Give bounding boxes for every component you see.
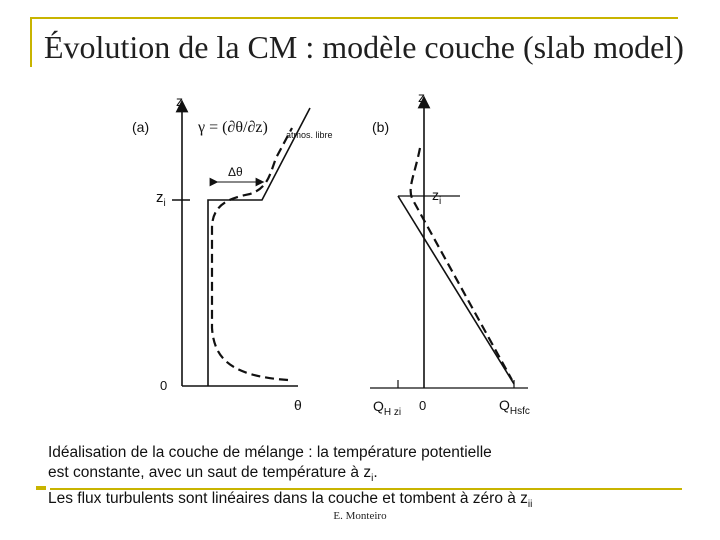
panel-b-qh-zi-label: $Q_{H zi}$: [373, 398, 402, 418]
caption: [48, 443, 708, 515]
panel-b-z-label: z: [418, 89, 425, 105]
panel-a-gamma-label: γ = (∂θ/∂z): [198, 119, 268, 136]
slide-title: Évolution de la CM : modèle couche (slab model): [44, 29, 684, 65]
panel-b-observed-flux: [411, 148, 512, 380]
panel-b-label: (b): [372, 119, 390, 135]
caption-line-3: Les flux turbulents sont linéaires dans la couche et tombent à zéro à $z_{ii}$: [48, 490, 533, 511]
caption-line-1: Idéalisation de la couche de mélange : la température potentielle: [48, 444, 492, 461]
frame-top-line: [30, 17, 678, 19]
panel-b-zero-label: 0: [419, 398, 427, 413]
panel-a-z-label: z: [176, 93, 183, 109]
panel-b-qh-sfc-label: $Q_{Hsfc}$: [499, 397, 530, 417]
panel-a-atmos-label: atmos. libre: [286, 130, 333, 140]
caption-line-2: est constante, avec un saut de température à $z_i$.: [48, 464, 378, 485]
panel-b-ideal-flux: [398, 196, 514, 384]
panel-b-zi-label: $z_i$: [432, 187, 442, 207]
panel-a-label: (a): [132, 119, 150, 135]
panel-a-x-label: θ: [294, 397, 302, 413]
panel-a-origin-label: 0: [160, 378, 168, 393]
slab-model-diagram: [120, 88, 580, 428]
panel-a-jump-label: Δθ: [228, 165, 243, 179]
frame-bottom-tick: [36, 486, 46, 490]
panel-a-ideal-profile: [208, 108, 310, 386]
author-credit: E. Monteiro: [333, 510, 387, 522]
panel-b: [370, 89, 530, 418]
frame-left-line: [30, 17, 32, 67]
panel-a-zi-label: $z_i$: [156, 189, 166, 209]
panel-a: [132, 93, 333, 413]
